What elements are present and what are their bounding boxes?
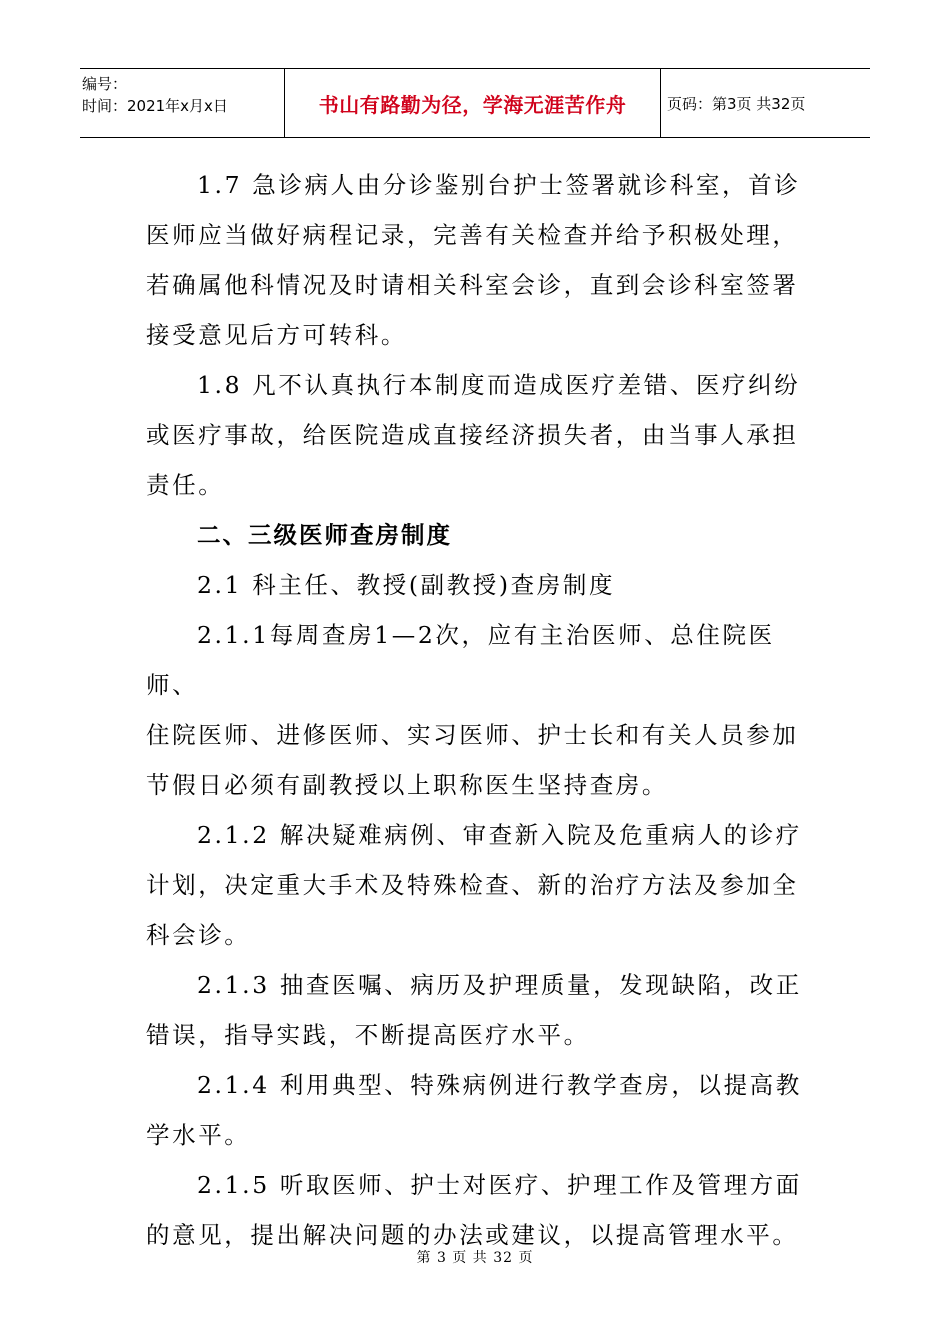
header-meta — [80, 69, 285, 137]
header-page-info: 页码：第3页 共32页 — [667, 94, 806, 113]
body-line: 2.1.5 听取医师、护士对医疗、护理工作及管理方面 — [197, 1171, 802, 1199]
body-line: 1.8 凡不认真执行本制度而造成医疗差错、医疗纠纷 — [197, 371, 801, 399]
page-header — [80, 68, 870, 138]
document-body — [146, 160, 826, 1260]
body-line: 的意见，提出解决问题的办法或建议，以提高管理水平。 — [146, 1221, 799, 1249]
subsection-heading: 2.1 科主任、教授(副教授)查房制度 — [197, 571, 616, 599]
body-line: 或医疗事故，给医院造成直接经济损失者，由当事人承担 — [146, 421, 799, 449]
body-line: 医师应当做好病程记录，完善有关检查并给予积极处理， — [146, 221, 799, 249]
body-line: 节假日必须有副教授以上职称医生坚持查房。 — [146, 771, 668, 799]
body-line: 计划，决定重大手术及特殊检查、新的治疗方法及参加全 — [146, 871, 799, 899]
body-line: 接受意见后方可转科。 — [146, 321, 407, 349]
document-date: 时间：2021年x月x日 — [82, 97, 228, 115]
body-line: 2.1.2 解决疑难病例、审查新入院及危重病人的诊疗 — [197, 821, 802, 849]
document-number-label: 编号： — [82, 75, 128, 93]
header-motto: 书山有路勤为径，学海无涯苦作舟 — [285, 69, 661, 137]
page-footer: 第 3 页 共 32 页 — [416, 1250, 534, 1266]
body-line: 学水平。 — [146, 1121, 251, 1149]
body-line: 若确属他科情况及时请相关科室会诊，直到会诊科室签署 — [146, 271, 799, 299]
body-line: 2.1.1每周查房1—2次，应有主治医师、总住院医师、 — [146, 621, 775, 699]
body-line: 错误，指导实践，不断提高医疗水平。 — [146, 1021, 590, 1049]
body-line: 住院医师、进修医师、实习医师、护士长和有关人员参加 — [146, 721, 799, 749]
body-line: 1.7 急诊病人由分诊鉴别台护士签署就诊科室，首诊 — [197, 171, 801, 199]
body-line: 责任。 — [146, 471, 225, 499]
body-line: 2.1.4 利用典型、特殊病例进行教学查房，以提高教 — [197, 1071, 802, 1099]
body-line: 2.1.3 抽查医嘱、病历及护理质量，发现缺陷，改正 — [197, 971, 802, 999]
body-line: 科会诊。 — [146, 921, 251, 949]
section-heading: 二、三级医师查房制度 — [197, 521, 452, 549]
